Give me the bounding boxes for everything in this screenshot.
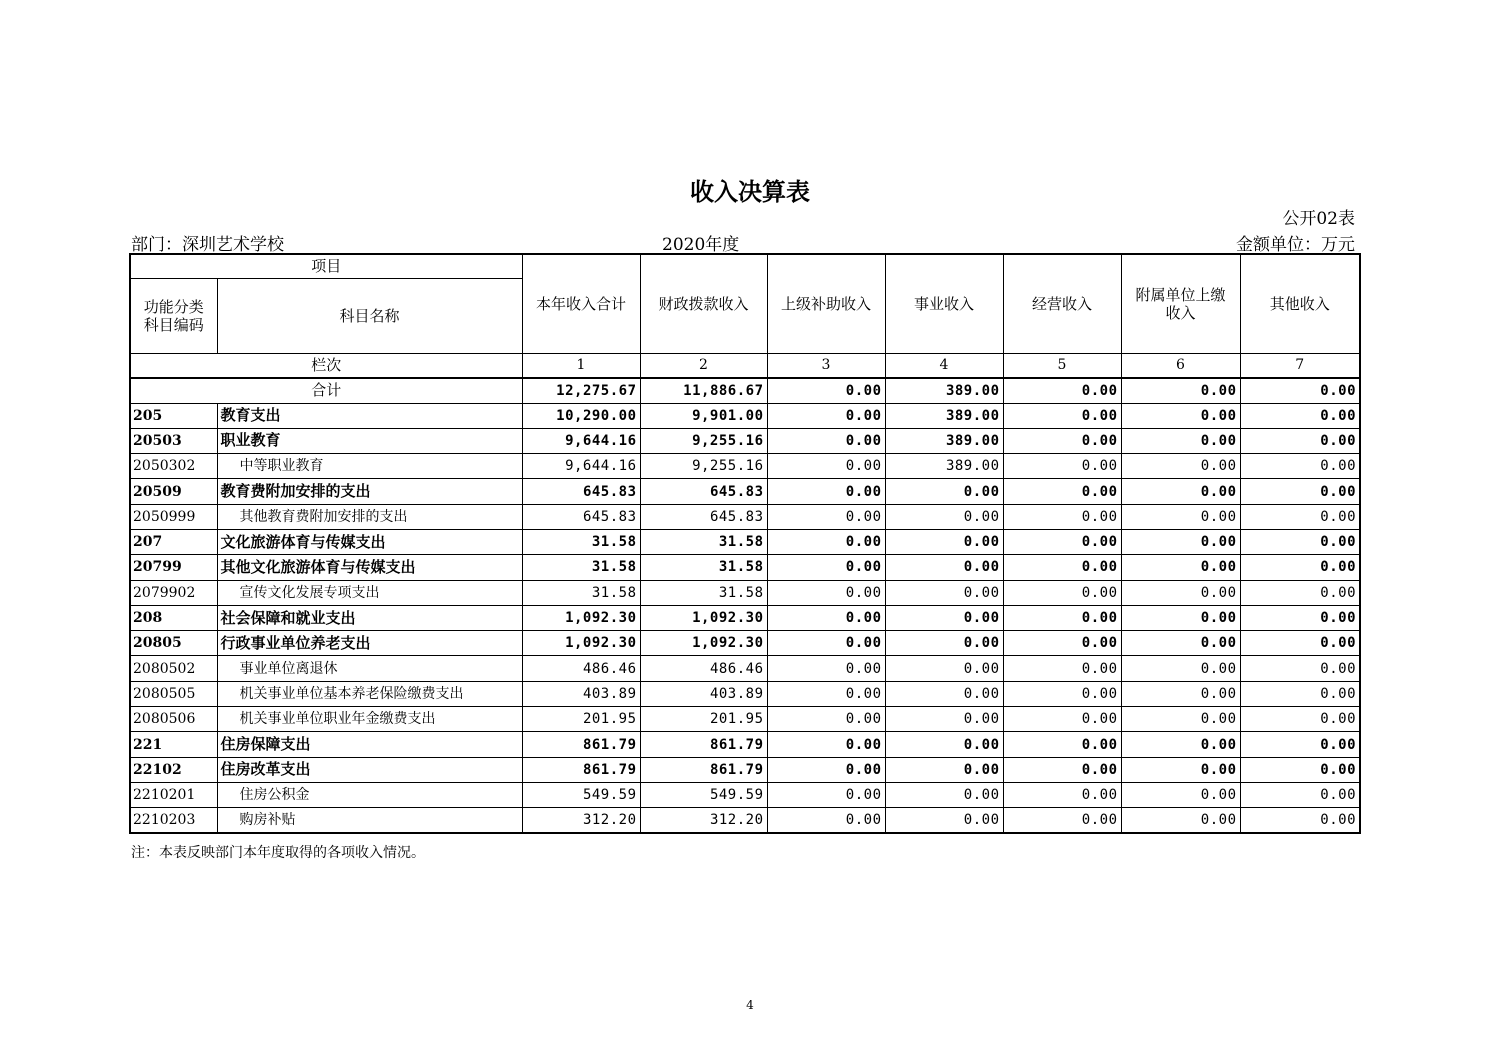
amount-cell: 0.00 bbox=[1003, 529, 1121, 554]
amount-cell: 0.00 bbox=[885, 707, 1003, 732]
total-value: 11,886.67 bbox=[640, 378, 767, 403]
subject-code: 208 bbox=[130, 605, 217, 630]
amount-cell: 0.00 bbox=[1240, 681, 1360, 706]
amount-cell: 549.59 bbox=[522, 782, 640, 807]
amount-cell: 10,290.00 bbox=[522, 403, 640, 428]
amount-cell: 0.00 bbox=[1121, 757, 1240, 782]
amount-cell: 0.00 bbox=[885, 605, 1003, 630]
amount-cell: 0.00 bbox=[1240, 479, 1360, 504]
header-code: 功能分类科目编码 bbox=[130, 278, 217, 353]
table-row bbox=[130, 757, 1360, 782]
amount-cell: 0.00 bbox=[885, 504, 1003, 529]
amount-cell: 0.00 bbox=[885, 529, 1003, 554]
column-number: 4 bbox=[885, 353, 1003, 378]
form-number: 公开02表 bbox=[1282, 209, 1355, 229]
table-row bbox=[130, 555, 1360, 580]
amount-cell: 861.79 bbox=[522, 732, 640, 757]
amount-cell: 0.00 bbox=[1003, 479, 1121, 504]
subject-code: 221 bbox=[130, 732, 217, 757]
subject-code: 207 bbox=[130, 529, 217, 554]
amount-cell: 1,092.30 bbox=[640, 631, 767, 656]
subject-name: 中等职业教育 bbox=[217, 454, 522, 479]
total-value: 0.00 bbox=[1121, 378, 1240, 403]
amount-cell: 0.00 bbox=[885, 580, 1003, 605]
header-name: 科目名称 bbox=[217, 278, 522, 353]
amount-cell: 0.00 bbox=[1003, 428, 1121, 453]
amount-cell: 0.00 bbox=[1003, 782, 1121, 807]
amount-cell: 0.00 bbox=[767, 732, 885, 757]
total-value: 389.00 bbox=[885, 378, 1003, 403]
amount-cell: 0.00 bbox=[885, 555, 1003, 580]
table-row bbox=[130, 605, 1360, 630]
column-number: 5 bbox=[1003, 353, 1121, 378]
amount-cell: 0.00 bbox=[1240, 555, 1360, 580]
amount-cell: 0.00 bbox=[1240, 732, 1360, 757]
column-number: 3 bbox=[767, 353, 885, 378]
total-value: 0.00 bbox=[1240, 378, 1360, 403]
subject-code: 205 bbox=[130, 403, 217, 428]
amount-cell: 0.00 bbox=[885, 782, 1003, 807]
amount-cell: 9,901.00 bbox=[640, 403, 767, 428]
amount-cell: 0.00 bbox=[1121, 782, 1240, 807]
amount-cell: 0.00 bbox=[1121, 656, 1240, 681]
amount-cell: 0.00 bbox=[1003, 808, 1121, 833]
subject-name: 社会保障和就业支出 bbox=[217, 605, 522, 630]
amount-cell: 0.00 bbox=[1003, 403, 1121, 428]
amount-cell: 0.00 bbox=[1240, 757, 1360, 782]
amount-cell: 0.00 bbox=[1240, 782, 1360, 807]
amount-cell: 0.00 bbox=[767, 504, 885, 529]
table-row bbox=[130, 631, 1360, 656]
amount-cell: 0.00 bbox=[767, 479, 885, 504]
amount-cell: 861.79 bbox=[640, 757, 767, 782]
page-title: 收入决算表 bbox=[690, 178, 810, 206]
income-table bbox=[129, 253, 1361, 834]
column-number: 2 bbox=[640, 353, 767, 378]
amount-cell: 0.00 bbox=[885, 479, 1003, 504]
amount-cell: 0.00 bbox=[1003, 757, 1121, 782]
amount-cell: 0.00 bbox=[1240, 580, 1360, 605]
table-row bbox=[130, 782, 1360, 807]
amount-cell: 0.00 bbox=[1121, 732, 1240, 757]
amount-cell: 389.00 bbox=[885, 428, 1003, 453]
amount-cell: 201.95 bbox=[522, 707, 640, 732]
amount-cell: 0.00 bbox=[1003, 555, 1121, 580]
subject-name: 住房改革支出 bbox=[217, 757, 522, 782]
amount-cell: 0.00 bbox=[1003, 504, 1121, 529]
amount-cell: 0.00 bbox=[1121, 428, 1240, 453]
subject-code: 2080505 bbox=[130, 681, 217, 706]
subject-name: 机关事业单位职业年金缴费支出 bbox=[217, 707, 522, 732]
amount-cell: 201.95 bbox=[640, 707, 767, 732]
table-row bbox=[130, 808, 1360, 833]
subject-code: 2079902 bbox=[130, 580, 217, 605]
subject-code: 2080502 bbox=[130, 656, 217, 681]
amount-cell: 9,644.16 bbox=[522, 428, 640, 453]
amount-unit: 金额单位：万元 bbox=[1236, 235, 1355, 255]
table-row bbox=[130, 656, 1360, 681]
amount-cell: 31.58 bbox=[640, 580, 767, 605]
amount-cell: 0.00 bbox=[885, 656, 1003, 681]
subject-code: 22102 bbox=[130, 757, 217, 782]
amount-cell: 0.00 bbox=[767, 555, 885, 580]
amount-cell: 9,255.16 bbox=[640, 454, 767, 479]
amount-cell: 0.00 bbox=[1003, 580, 1121, 605]
column-number-label: 栏次 bbox=[130, 353, 522, 378]
subject-name: 宣传文化发展专项支出 bbox=[217, 580, 522, 605]
amount-cell: 0.00 bbox=[885, 681, 1003, 706]
amount-cell: 9,255.16 bbox=[640, 428, 767, 453]
amount-cell: 0.00 bbox=[1240, 631, 1360, 656]
amount-cell: 403.89 bbox=[640, 681, 767, 706]
amount-cell: 0.00 bbox=[1121, 580, 1240, 605]
table-row bbox=[130, 428, 1360, 453]
amount-cell: 645.83 bbox=[640, 479, 767, 504]
amount-cell: 0.00 bbox=[1003, 605, 1121, 630]
total-value: 0.00 bbox=[767, 378, 885, 403]
table-row bbox=[130, 479, 1360, 504]
table-row bbox=[130, 529, 1360, 554]
total-label: 合计 bbox=[130, 378, 522, 403]
subject-code: 2080506 bbox=[130, 707, 217, 732]
amount-cell: 1,092.30 bbox=[522, 605, 640, 630]
amount-cell: 0.00 bbox=[1121, 707, 1240, 732]
subject-name: 机关事业单位基本养老保险缴费支出 bbox=[217, 681, 522, 706]
amount-cell: 389.00 bbox=[885, 403, 1003, 428]
amount-cell: 0.00 bbox=[767, 707, 885, 732]
amount-cell: 0.00 bbox=[1240, 504, 1360, 529]
amount-cell: 312.20 bbox=[522, 808, 640, 833]
amount-cell: 486.46 bbox=[640, 656, 767, 681]
amount-cell: 549.59 bbox=[640, 782, 767, 807]
header-col-5: 经营收入 bbox=[1003, 254, 1121, 353]
total-row bbox=[130, 378, 1360, 403]
header-col-2: 财政拨款收入 bbox=[640, 254, 767, 353]
amount-cell: 0.00 bbox=[1240, 808, 1360, 833]
amount-cell: 0.00 bbox=[885, 631, 1003, 656]
subject-name: 购房补贴 bbox=[217, 808, 522, 833]
amount-cell: 0.00 bbox=[1121, 454, 1240, 479]
amount-cell: 0.00 bbox=[767, 605, 885, 630]
amount-cell: 0.00 bbox=[767, 808, 885, 833]
amount-cell: 0.00 bbox=[1240, 428, 1360, 453]
table-row bbox=[130, 504, 1360, 529]
header-col-4: 事业收入 bbox=[885, 254, 1003, 353]
amount-cell: 0.00 bbox=[1003, 454, 1121, 479]
subject-code: 20805 bbox=[130, 631, 217, 656]
amount-cell: 0.00 bbox=[767, 428, 885, 453]
total-value: 0.00 bbox=[1003, 378, 1121, 403]
amount-cell: 0.00 bbox=[1121, 605, 1240, 630]
table-note: 注：本表反映部门本年度取得的各项收入情况。 bbox=[131, 845, 425, 861]
amount-cell: 0.00 bbox=[767, 580, 885, 605]
amount-cell: 0.00 bbox=[767, 454, 885, 479]
amount-cell: 0.00 bbox=[1003, 656, 1121, 681]
table-row bbox=[130, 454, 1360, 479]
amount-cell: 31.58 bbox=[522, 580, 640, 605]
amount-cell: 0.00 bbox=[1240, 403, 1360, 428]
amount-cell: 0.00 bbox=[1121, 403, 1240, 428]
amount-cell: 0.00 bbox=[1240, 707, 1360, 732]
subject-name: 其他文化旅游体育与传媒支出 bbox=[217, 555, 522, 580]
amount-cell: 0.00 bbox=[1003, 631, 1121, 656]
subject-name: 事业单位离退休 bbox=[217, 656, 522, 681]
amount-cell: 403.89 bbox=[522, 681, 640, 706]
header-col-3: 上级补助收入 bbox=[767, 254, 885, 353]
subject-code: 20509 bbox=[130, 479, 217, 504]
amount-cell: 861.79 bbox=[640, 732, 767, 757]
amount-cell: 9,644.16 bbox=[522, 454, 640, 479]
amount-cell: 312.20 bbox=[640, 808, 767, 833]
header-item: 项目 bbox=[130, 254, 522, 278]
header-col-1: 本年收入合计 bbox=[522, 254, 640, 353]
amount-cell: 0.00 bbox=[767, 782, 885, 807]
amount-cell: 31.58 bbox=[640, 555, 767, 580]
subject-name: 文化旅游体育与传媒支出 bbox=[217, 529, 522, 554]
amount-cell: 0.00 bbox=[767, 656, 885, 681]
subject-code: 2050302 bbox=[130, 454, 217, 479]
subject-code: 20799 bbox=[130, 555, 217, 580]
amount-cell: 0.00 bbox=[1121, 529, 1240, 554]
subject-code: 2210201 bbox=[130, 782, 217, 807]
amount-cell: 0.00 bbox=[1003, 732, 1121, 757]
subject-name: 职业教育 bbox=[217, 428, 522, 453]
amount-cell: 0.00 bbox=[767, 757, 885, 782]
amount-cell: 389.00 bbox=[885, 454, 1003, 479]
amount-cell: 1,092.30 bbox=[522, 631, 640, 656]
amount-cell: 0.00 bbox=[1240, 529, 1360, 554]
subject-name: 行政事业单位养老支出 bbox=[217, 631, 522, 656]
subject-name: 教育费附加安排的支出 bbox=[217, 479, 522, 504]
amount-cell: 0.00 bbox=[1240, 656, 1360, 681]
subject-name: 其他教育费附加安排的支出 bbox=[217, 504, 522, 529]
subject-name: 住房保障支出 bbox=[217, 732, 522, 757]
total-value: 12,275.67 bbox=[522, 378, 640, 403]
header-col-7: 其他收入 bbox=[1240, 254, 1360, 353]
subject-code: 2210203 bbox=[130, 808, 217, 833]
header-col-6: 附属单位上缴收入 bbox=[1121, 254, 1240, 353]
department-label: 部门：深圳艺术学校 bbox=[131, 235, 284, 255]
subject-code: 20503 bbox=[130, 428, 217, 453]
subject-code: 2050999 bbox=[130, 504, 217, 529]
amount-cell: 0.00 bbox=[1121, 479, 1240, 504]
amount-cell: 0.00 bbox=[767, 529, 885, 554]
column-number-row bbox=[130, 353, 1360, 378]
amount-cell: 0.00 bbox=[767, 631, 885, 656]
page-number: 4 bbox=[746, 998, 754, 1012]
amount-cell: 0.00 bbox=[767, 681, 885, 706]
table-row bbox=[130, 580, 1360, 605]
table-row bbox=[130, 681, 1360, 706]
table-row bbox=[130, 707, 1360, 732]
fiscal-year: 2020年度 bbox=[662, 235, 740, 255]
amount-cell: 0.00 bbox=[1240, 454, 1360, 479]
amount-cell: 0.00 bbox=[1003, 707, 1121, 732]
amount-cell: 0.00 bbox=[1121, 681, 1240, 706]
table-row bbox=[130, 732, 1360, 757]
amount-cell: 31.58 bbox=[640, 529, 767, 554]
column-number: 1 bbox=[522, 353, 640, 378]
column-number: 6 bbox=[1121, 353, 1240, 378]
amount-cell: 645.83 bbox=[522, 504, 640, 529]
amount-cell: 645.83 bbox=[640, 504, 767, 529]
amount-cell: 861.79 bbox=[522, 757, 640, 782]
amount-cell: 0.00 bbox=[1121, 504, 1240, 529]
amount-cell: 0.00 bbox=[767, 403, 885, 428]
amount-cell: 31.58 bbox=[522, 555, 640, 580]
amount-cell: 0.00 bbox=[1240, 605, 1360, 630]
amount-cell: 0.00 bbox=[885, 808, 1003, 833]
column-number: 7 bbox=[1240, 353, 1360, 378]
amount-cell: 486.46 bbox=[522, 656, 640, 681]
amount-cell: 0.00 bbox=[1003, 681, 1121, 706]
amount-cell: 0.00 bbox=[885, 732, 1003, 757]
amount-cell: 0.00 bbox=[1121, 555, 1240, 580]
amount-cell: 645.83 bbox=[522, 479, 640, 504]
amount-cell: 1,092.30 bbox=[640, 605, 767, 630]
table-row bbox=[130, 403, 1360, 428]
amount-cell: 0.00 bbox=[1121, 808, 1240, 833]
amount-cell: 0.00 bbox=[885, 757, 1003, 782]
amount-cell: 31.58 bbox=[522, 529, 640, 554]
amount-cell: 0.00 bbox=[1121, 631, 1240, 656]
subject-name: 教育支出 bbox=[217, 403, 522, 428]
subject-name: 住房公积金 bbox=[217, 782, 522, 807]
